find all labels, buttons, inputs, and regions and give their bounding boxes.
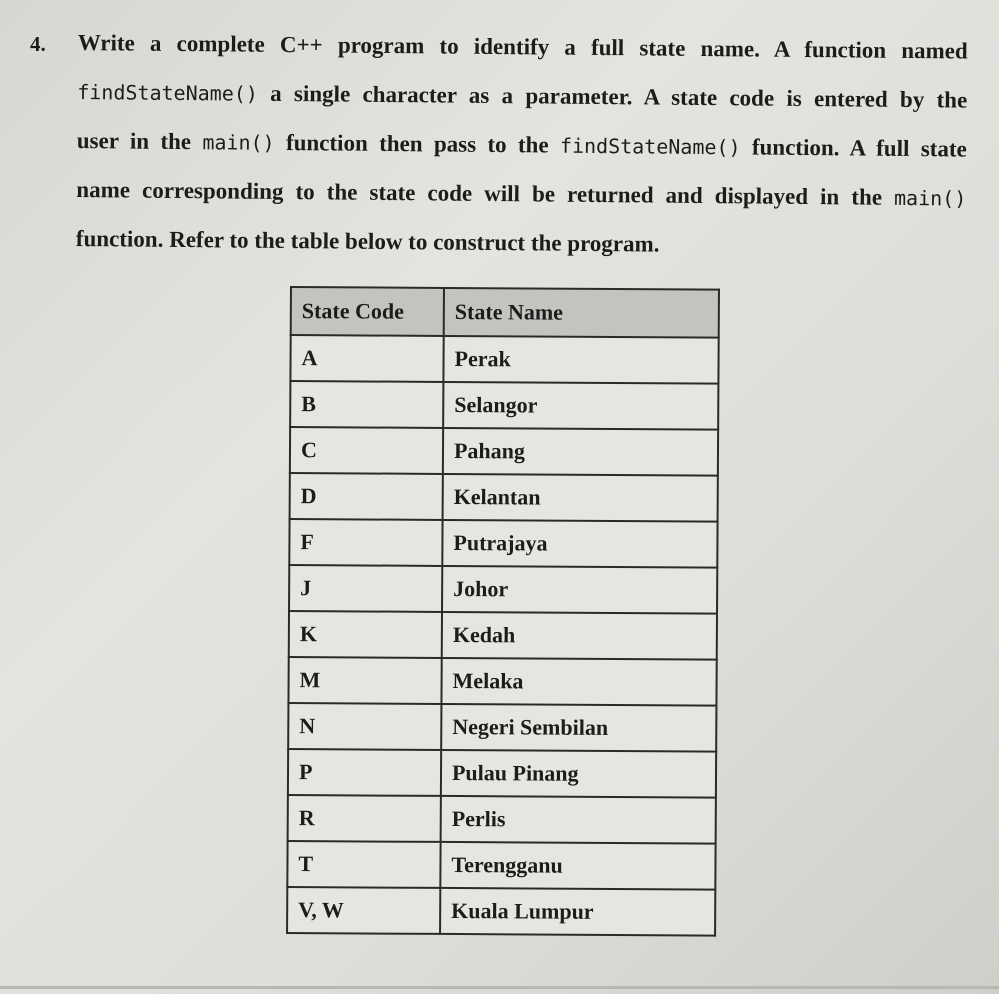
state-name-cell: Negeri Sembilan bbox=[441, 704, 716, 752]
state-name-cell: Pahang bbox=[443, 428, 718, 476]
table-row bbox=[289, 611, 717, 660]
question-line-4 bbox=[76, 165, 966, 223]
table-row bbox=[288, 657, 716, 706]
function-name-code: findStateName() bbox=[559, 133, 741, 160]
state-code-cell: P bbox=[288, 749, 441, 796]
table-row bbox=[289, 519, 717, 568]
state-name-cell: Pulau Pinang bbox=[441, 750, 716, 798]
header-state-code: State Code bbox=[291, 287, 444, 336]
state-code-cell: K bbox=[289, 611, 442, 658]
question-text-segment: a single character as a parameter. A state code is entered by the bbox=[257, 80, 968, 113]
state-code-table-wrapper bbox=[286, 286, 720, 937]
state-code-cell: N bbox=[288, 703, 441, 750]
question-line-5 bbox=[76, 214, 966, 272]
state-code-cell: T bbox=[287, 841, 440, 888]
table-row bbox=[289, 565, 717, 614]
state-name-cell: Perlis bbox=[441, 796, 716, 844]
state-name-cell: Putrajaya bbox=[442, 520, 717, 568]
state-name-cell: Kuala Lumpur bbox=[440, 888, 715, 936]
state-code-cell: F bbox=[289, 519, 442, 566]
state-code-cell: D bbox=[290, 473, 443, 520]
state-code-table bbox=[286, 286, 720, 937]
state-name-cell: Melaka bbox=[441, 658, 716, 706]
table-row bbox=[288, 749, 716, 798]
table-row bbox=[290, 335, 718, 384]
table-row bbox=[290, 473, 718, 522]
state-name-cell: Selangor bbox=[443, 382, 718, 430]
state-name-cell: Kedah bbox=[442, 612, 717, 660]
table-row bbox=[287, 841, 715, 890]
state-code-cell: M bbox=[288, 657, 441, 704]
question-line-2 bbox=[77, 67, 967, 125]
main-function-code: main() bbox=[893, 185, 967, 211]
table-row bbox=[290, 427, 718, 476]
table-row bbox=[287, 887, 715, 936]
question-text-segment: Write a complete C++ program to identify a full state name. A function named bbox=[77, 29, 968, 64]
state-name-cell: Perak bbox=[443, 336, 718, 384]
table-row bbox=[288, 703, 716, 752]
function-name-code: findStateName() bbox=[77, 79, 259, 106]
table-header-row bbox=[291, 287, 719, 338]
header-state-name: State Name bbox=[444, 288, 719, 338]
state-code-cell: C bbox=[290, 427, 443, 474]
state-code-cell: R bbox=[288, 795, 441, 842]
question-text-segment: user in the bbox=[76, 127, 203, 155]
question-number: 4. bbox=[30, 32, 46, 56]
state-code-cell: V, W bbox=[287, 887, 440, 934]
table-row bbox=[288, 795, 716, 844]
table-row bbox=[290, 381, 718, 430]
question-text-segment: function. Refer to the table below to construct the program. bbox=[75, 225, 660, 257]
state-code-cell: A bbox=[290, 335, 443, 382]
question-text bbox=[76, 18, 968, 272]
question-text-segment: function. A full state bbox=[740, 134, 967, 162]
state-name-cell: Kelantan bbox=[443, 474, 718, 522]
page-bottom-rule bbox=[0, 986, 999, 989]
question-text-segment: function then pass to the bbox=[274, 129, 561, 158]
question-text-segment: name corresponding to the state code will be returned and displayed in the bbox=[76, 176, 895, 210]
question-line-3 bbox=[77, 116, 967, 174]
question-line-1 bbox=[78, 18, 968, 76]
state-name-cell: Terengganu bbox=[440, 842, 715, 890]
state-code-cell: J bbox=[289, 565, 442, 612]
main-function-code: main() bbox=[202, 130, 275, 155]
state-code-cell: B bbox=[290, 381, 443, 428]
state-name-cell: Johor bbox=[442, 566, 717, 614]
